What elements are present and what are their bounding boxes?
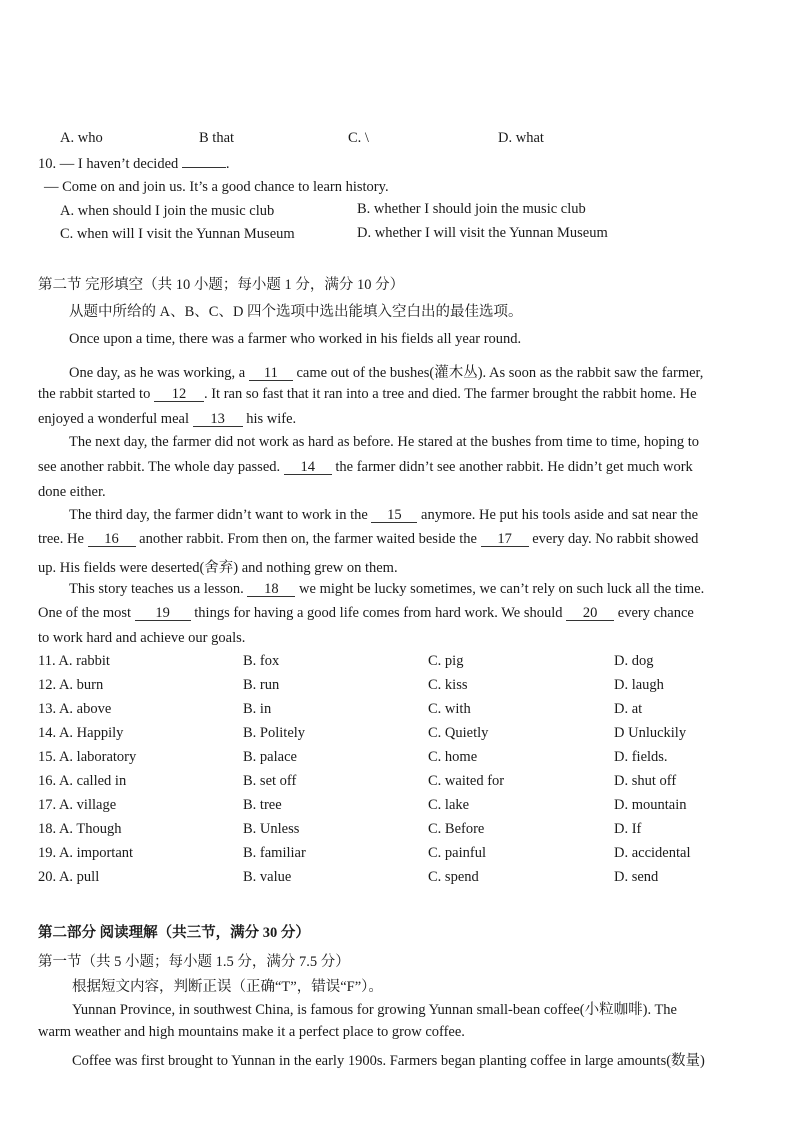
cloze-option-13-c: C. with bbox=[428, 701, 471, 717]
cloze-option-14-d: D Unluckily bbox=[614, 725, 687, 741]
passage-text: The third day, the farmer didn’t want to work in the bbox=[69, 507, 368, 523]
cloze-option-18-c: C. Before bbox=[428, 821, 485, 837]
blank-17: 17 bbox=[481, 532, 529, 547]
cloze-option-12-a: 12. A. burn bbox=[38, 677, 104, 693]
cloze-option-19-d: D. accidental bbox=[614, 845, 691, 861]
q9-option-d: D. what bbox=[498, 130, 544, 146]
cloze-option-15-a: 15. A. laboratory bbox=[38, 749, 137, 765]
q9-option-c: C. \ bbox=[348, 130, 369, 146]
passage-text: the farmer didn’t see another rabbit. He didn’t get much work bbox=[335, 459, 693, 475]
passage-text: every day. No rabbit showed bbox=[532, 531, 699, 547]
cloze-option-14-a: 14. A. Happily bbox=[38, 725, 124, 741]
cloze-option-11-c: C. pig bbox=[428, 653, 464, 669]
cloze-option-20-c: C. spend bbox=[428, 869, 479, 885]
cloze-option-16-a: 16. A. called in bbox=[38, 773, 127, 789]
passage-text: his wife. bbox=[246, 411, 297, 427]
passage-text: One of the most bbox=[38, 605, 132, 621]
q10-option-d: D. whether I will visit the Yunnan Museum bbox=[357, 225, 608, 241]
cloze-option-15-c: C. home bbox=[428, 749, 478, 765]
q10-stem-prefix: 10. — I haven’t decided bbox=[38, 156, 179, 172]
q10-stem-suffix: . bbox=[225, 156, 230, 172]
passage-p3-line1: The next day, the farmer did not work as hard as before. He stared at the bushes from time to time, hoping to bbox=[69, 434, 700, 450]
blank-16: 16 bbox=[88, 532, 136, 547]
cloze-option-17-a: 17. A. village bbox=[38, 797, 117, 813]
cloze-option-20-a: 20. A. pull bbox=[38, 869, 100, 885]
passage-text: tree. He bbox=[38, 531, 84, 547]
q10-option-b: B. whether I should join the music club bbox=[357, 201, 586, 217]
cloze-option-19-b: B. familiar bbox=[243, 845, 306, 861]
passage-text: we might be lucky sometimes, we can’t rely on such luck all the time. bbox=[299, 581, 705, 597]
blank-20: 20 bbox=[566, 606, 614, 621]
section2-instruction: 从题中所给的 A、B、C、D 四个选项中选出能填入空白出的最佳选项。 bbox=[69, 304, 523, 320]
q10-reply: — Come on and join us. It’s a good chance to learn history. bbox=[44, 179, 389, 195]
passage-text: the rabbit started to bbox=[38, 386, 151, 402]
cloze-option-20-b: B. value bbox=[243, 869, 292, 885]
q10-option-c: C. when will I visit the Yunnan Museum bbox=[60, 226, 295, 242]
part2-section1-heading: 第一节（共 5 小题；每小题 1.5 分，满分 7.5 分） bbox=[38, 954, 350, 970]
cloze-option-12-d: D. laugh bbox=[614, 677, 664, 693]
reading-p1-line1: Yunnan Province, in southwest China, is famous for growing Yunnan small-bean coffee(小粒咖啡). The bbox=[72, 1002, 677, 1018]
passage-text: This story teaches us a lesson. bbox=[69, 581, 244, 597]
cloze-option-20-d: D. send bbox=[614, 869, 659, 885]
passage-text: another rabbit. From then on, the farmer waited beside the bbox=[139, 531, 477, 547]
cloze-option-17-b: B. tree bbox=[243, 797, 282, 813]
cloze-option-15-b: B. palace bbox=[243, 749, 297, 765]
cloze-option-16-b: B. set off bbox=[243, 773, 297, 789]
cloze-option-19-c: C. painful bbox=[428, 845, 486, 861]
passage-p4-line1 bbox=[69, 507, 698, 524]
passage-p5-line3: to work hard and achieve our goals. bbox=[38, 630, 246, 646]
q9-option-b: B that bbox=[199, 130, 235, 146]
passage-text: every chance bbox=[617, 605, 694, 621]
cloze-option-11-d: D. dog bbox=[614, 653, 654, 669]
cloze-option-17-c: C. lake bbox=[428, 797, 470, 813]
q10-stem bbox=[38, 155, 230, 173]
passage-p3-line2 bbox=[38, 459, 693, 476]
cloze-option-13-a: 13. A. above bbox=[38, 701, 112, 717]
passage-text: came out of the bushes(灌木丛). As soon as the rabbit saw the farmer, bbox=[296, 365, 704, 381]
q9-option-a: A. who bbox=[60, 130, 103, 146]
q10-answer-blank bbox=[182, 155, 226, 168]
cloze-option-13-d: D. at bbox=[614, 701, 643, 717]
passage-text: . It ran so fast that it ran into a tree and died. The farmer brought the rabbit home. He bbox=[203, 386, 697, 402]
passage-text: enjoyed a wonderful meal bbox=[38, 411, 189, 427]
part2-heading: 第二部分 阅读理解（共三节，满分 30 分） bbox=[38, 925, 310, 941]
passage-text: anymore. He put his tools aside and sat near the bbox=[421, 507, 699, 523]
cloze-option-11-b: B. fox bbox=[243, 653, 280, 669]
cloze-option-18-a: 18. A. Though bbox=[38, 821, 122, 837]
blank-14: 14 bbox=[284, 460, 332, 475]
blank-13: 13 bbox=[193, 412, 243, 427]
cloze-option-14-b: B. Politely bbox=[243, 725, 306, 741]
part2-instruction: 根据短文内容，判断正误（正确“T”，错误“F”）。 bbox=[72, 979, 383, 995]
passage-p2-line3 bbox=[38, 411, 296, 428]
passage-p5-line1 bbox=[69, 581, 704, 598]
passage-text: things for having a good life comes from hard work. We should bbox=[194, 605, 563, 621]
passage-p2-line1 bbox=[69, 361, 703, 382]
cloze-option-15-d: D. fields. bbox=[614, 749, 668, 765]
section2-heading: 第二节 完形填空（共 10 小题；每小题 1 分，满分 10 分） bbox=[38, 277, 405, 293]
blank-18: 18 bbox=[247, 582, 295, 597]
reading-p2-line1: Coffee was first brought to Yunnan in the early 1900s. Farmers began planting coffee in large amounts(数量) bbox=[72, 1053, 705, 1069]
reading-p1-line2: warm weather and high mountains make it a perfect place to grow coffee. bbox=[38, 1024, 465, 1040]
passage-p1: Once upon a time, there was a farmer who worked in his fields all year round. bbox=[69, 331, 522, 347]
cloze-option-19-a: 19. A. important bbox=[38, 845, 134, 861]
passage-p5-line2 bbox=[38, 605, 694, 622]
blank-12: 12 bbox=[154, 387, 204, 402]
q10-option-a: A. when should I join the music club bbox=[60, 203, 275, 219]
blank-11: 11 bbox=[249, 366, 293, 381]
cloze-option-14-c: C. Quietly bbox=[428, 725, 489, 741]
passage-p4-line3: up. His fields were deserted(舍弃) and nothing grew on them. bbox=[38, 560, 398, 576]
cloze-option-17-d: D. mountain bbox=[614, 797, 687, 813]
cloze-option-16-c: C. waited for bbox=[428, 773, 505, 789]
cloze-option-11-a: 11. A. rabbit bbox=[38, 653, 110, 669]
passage-p2-line2 bbox=[38, 386, 697, 403]
cloze-option-18-d: D. If bbox=[614, 821, 642, 837]
passage-p3-line3: done either. bbox=[38, 484, 106, 500]
cloze-option-13-b: B. in bbox=[243, 701, 272, 717]
passage-text: One day, as he was working, a bbox=[69, 365, 246, 381]
blank-15: 15 bbox=[371, 508, 417, 523]
passage-p4-line2 bbox=[38, 531, 698, 548]
passage-text: see another rabbit. The whole day passed. bbox=[38, 459, 281, 475]
cloze-option-12-b: B. run bbox=[243, 677, 280, 693]
cloze-option-12-c: C. kiss bbox=[428, 677, 468, 693]
cloze-option-16-d: D. shut off bbox=[614, 773, 677, 789]
blank-19: 19 bbox=[135, 606, 191, 621]
cloze-option-18-b: B. Unless bbox=[243, 821, 300, 837]
